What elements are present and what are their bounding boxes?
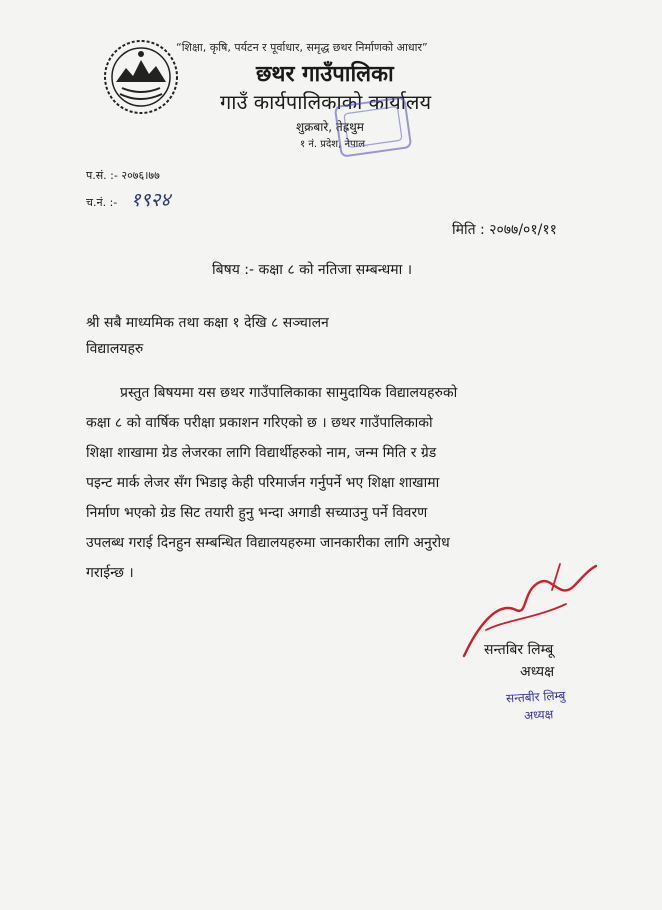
address-line-2: १ नं. प्रदेश, नेपाल: [300, 139, 366, 150]
address-line-1: शुक्रबारे, तेह्रथुम: [296, 120, 364, 134]
reference-cn: [86, 186, 170, 212]
signatory-title: अध्यक्ष: [520, 664, 555, 680]
letterhead-motto: “शिक्षा, कृषि, पर्यटन र पूर्वाधार, समृद्ध छथर निर्माणको आधार”: [176, 41, 428, 54]
letter-body: [86, 378, 568, 588]
letter-subject: बिषय :- कक्षा ८ को नतिजा सम्बन्धमा ।: [212, 262, 413, 278]
office-name: गाउँ कार्यपालिकाको कार्यालय: [220, 90, 432, 114]
stamp-title: अध्यक्ष: [523, 707, 554, 723]
body-line: प्रस्तुत बिषयमा यस छथर गाउँपालिकाका सामुदायिक विद्यालयहरुको: [120, 385, 458, 401]
body-line: पइन्ट मार्क लेजर सँग भिडाइ केही परिमार्जन गर्नुपर्ने भए शिक्षा शाखामा: [86, 475, 440, 491]
body-line: शिक्षा शाखामा ग्रेड लेजरका लागि विद्यार्थीहरुको नाम, जन्म मिति र ग्रेड: [86, 445, 437, 461]
org-name: छथर गाउँपालिका: [256, 62, 394, 87]
letter-date: मिति : २०७७/०१/११: [452, 222, 557, 238]
signatory-name: सन्तबिर लिम्बू: [484, 642, 554, 658]
ps-label: प.सं. :-: [86, 169, 118, 182]
cn-label: च.नं. :-: [86, 196, 118, 209]
addressee-line-2: विद्यालयहरु: [86, 341, 144, 357]
ps-value: २०७६।७७: [121, 169, 160, 182]
nepal-emblem-icon: [102, 38, 180, 116]
office-stamp-icon: [334, 96, 412, 158]
body-line: कक्षा ८ को वार्षिक परीक्षा प्रकाशन गरिएको छ । छथर गाउँपालिकाको: [86, 415, 433, 431]
body-line: निर्माण भएको ग्रेड सिट तयारी हुनु भन्दा अगाडी सच्याउनु पर्ने विवरण: [86, 505, 428, 521]
addressee-line-1: श्री सबै माध्यमिक तथा कक्षा १ देखि ८ सञ्चालन: [86, 315, 329, 331]
body-line: गराईन्छ ।: [86, 565, 134, 581]
body-line: उपलब्ध गराई दिनहुन सम्बन्धित विद्यालयहरुमा जानकारीका लागि अनुरोध: [86, 535, 450, 551]
addressee: [86, 310, 329, 362]
reference-ps: [86, 168, 160, 183]
cn-value: १९२४: [130, 189, 171, 211]
stamp-name: सन्तबीर लिम्बु: [505, 688, 566, 706]
